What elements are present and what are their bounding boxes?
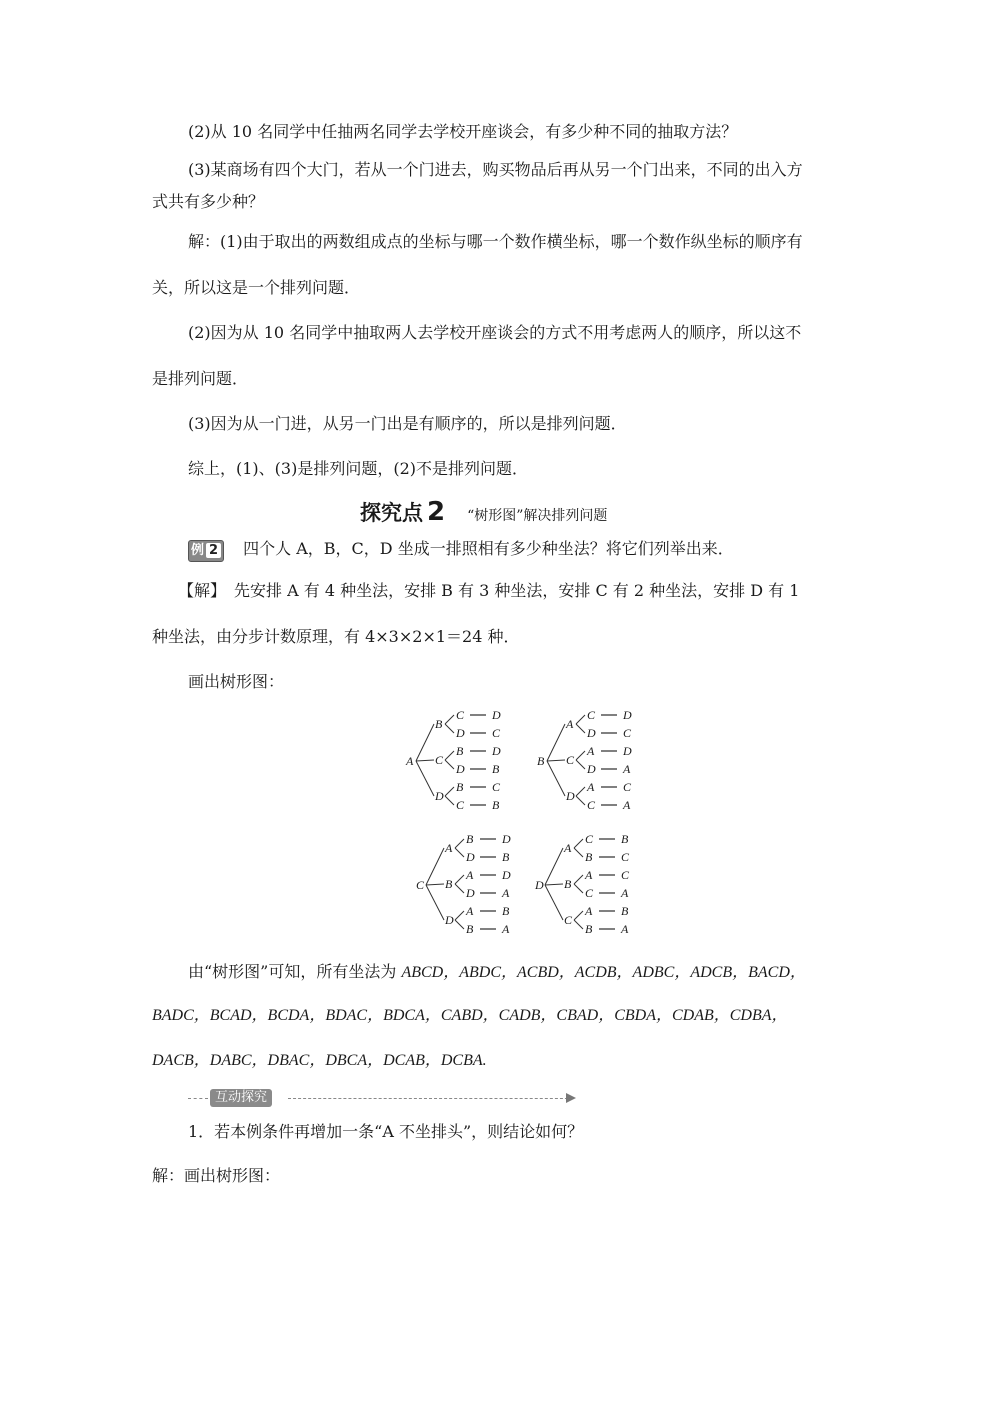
svg-text:B: B [492, 798, 500, 812]
answer-line1: 【解】 先安排 A 有 4 种坐法，安排 B 有 3 种坐法，安排 C 有 2 种坐法，安排 D 有 1 [178, 581, 800, 600]
svg-text:B: B [456, 744, 464, 758]
svg-text:A: A [621, 922, 629, 936]
svg-text:B: B [466, 832, 474, 846]
arrow-icon [566, 1093, 576, 1103]
svg-text:D: D [566, 789, 575, 803]
svg-text:A: A [406, 754, 414, 768]
svg-text:D: D [466, 850, 475, 864]
solution-line3: (2)因为从 10 名同学中抽取两人去学校开座谈会的方式不用考虑两人的顺序，所以这不 [188, 323, 802, 342]
svg-text:D: D [535, 878, 544, 892]
svg-text:B: B [585, 850, 593, 864]
svg-text:C: C [566, 753, 575, 767]
svg-text:D: D [502, 868, 511, 882]
svg-text:D: D [466, 886, 475, 900]
svg-text:D: D [492, 744, 501, 758]
interactive-question-1: 1．若本例条件再增加一条“A 不坐排头”，则结论如何？ [188, 1122, 584, 1141]
tree-diagram-c [414, 830, 534, 944]
svg-text:D: D [456, 726, 465, 740]
svg-text:B: B [466, 922, 474, 936]
solution-line2: 关，所以这是一个排列问题． [152, 278, 361, 297]
svg-text:D: D [587, 726, 596, 740]
svg-text:A: A [502, 922, 510, 936]
svg-text:B: B [564, 877, 572, 891]
example-2 [188, 539, 734, 562]
svg-text:D: D [435, 789, 444, 803]
question-3-line2: 式共有多少种？ [152, 192, 265, 211]
question-2: (2)从 10 名同学中任抽两名同学去学校开座谈会，有多少种不同的抽取方法？ [188, 122, 738, 141]
svg-text:B: B [445, 877, 453, 891]
section-number: 2 [427, 497, 446, 527]
example-badge: 例 2 [188, 540, 224, 562]
svg-text:B: B [621, 832, 629, 846]
section-subtitle: “树形图”解决排列问题 [467, 508, 608, 524]
svg-text:B: B [502, 904, 510, 918]
svg-text:B: B [621, 904, 629, 918]
svg-text:A: A [445, 841, 453, 855]
svg-text:C: C [623, 780, 632, 794]
svg-text:A: A [587, 744, 595, 758]
svg-text:A: A [623, 798, 631, 812]
conclusion-line3: DACB，DABC，DBAC，DBCA，DCAB，DCBA. [152, 1052, 487, 1069]
interactive-tag: 互动探究 [210, 1089, 272, 1107]
solution-line4: 是排列问题． [152, 369, 249, 388]
svg-text:A: A [466, 904, 474, 918]
svg-text:B: B [537, 754, 545, 768]
svg-text:B: B [502, 850, 510, 864]
conclusion-line2: BADC，BCAD，BCDA，BDAC，BDCA，CABD，CADB，CBAD，CBDA，CDAB，CDBA， [152, 1007, 788, 1024]
section-heading [360, 497, 607, 527]
tree-diagram-d [533, 830, 653, 944]
svg-text:D: D [445, 913, 454, 927]
svg-text:A: A [566, 717, 574, 731]
svg-text:C: C [492, 780, 501, 794]
svg-text:A: A [623, 762, 631, 776]
svg-text:D: D [492, 708, 501, 722]
interactive-explore-bar [188, 1089, 588, 1107]
svg-text:C: C [585, 886, 594, 900]
svg-text:A: A [587, 780, 595, 794]
svg-text:C: C [416, 878, 425, 892]
solution-line5: (3)因为从一门进，从另一门出是有顺序的，所以是排列问题． [188, 414, 627, 433]
section-title: 探究点 [360, 501, 423, 525]
svg-text:C: C [492, 726, 501, 740]
solution-line1: 解：(1)由于取出的两数组成点的坐标与哪一个数作横坐标，哪一个数作纵坐标的顺序有 [188, 232, 803, 251]
svg-text:C: C [621, 868, 630, 882]
svg-text:B: B [492, 762, 500, 776]
svg-text:A: A [585, 904, 593, 918]
svg-text:C: C [585, 832, 594, 846]
tree-diagram-a [404, 706, 524, 820]
svg-text:D: D [587, 762, 596, 776]
svg-text:D: D [456, 762, 465, 776]
svg-text:B: B [585, 922, 593, 936]
svg-text:C: C [623, 726, 632, 740]
svg-text:A: A [502, 886, 510, 900]
solution-line6: 综上，(1)、(3)是排列问题，(2)不是排列问题． [188, 459, 528, 478]
svg-text:A: A [466, 868, 474, 882]
conclusion-line1: 由“树形图”可知，所有坐法为 ABCD，ABDC，ACBD，ACDB，ADBC，ADCB，BACD， [188, 962, 806, 981]
svg-text:D: D [623, 708, 632, 722]
svg-text:C: C [456, 708, 465, 722]
svg-text:A: A [564, 841, 572, 855]
svg-text:D: D [623, 744, 632, 758]
svg-text:D: D [502, 832, 511, 846]
question-3-line1: (3)某商场有四个大门，若从一个门进去，购买物品后再从另一个门出来，不同的出入方 [188, 160, 803, 179]
svg-text:C: C [587, 798, 596, 812]
svg-text:C: C [587, 708, 596, 722]
svg-text:A: A [585, 868, 593, 882]
draw-tree-label: 画出树形图： [188, 672, 285, 691]
interactive-answer-start: 解：画出树形图： [152, 1166, 281, 1185]
svg-text:C: C [564, 913, 573, 927]
svg-text:C: C [621, 850, 630, 864]
svg-text:C: C [456, 798, 465, 812]
tree-diagram-b [535, 706, 655, 820]
svg-text:C: C [435, 753, 444, 767]
svg-text:B: B [456, 780, 464, 794]
example-text: 四个人 A，B，C，D 坐成一排照相有多少种坐法？将它们列举出来． [243, 539, 734, 558]
answer-line2: 种坐法，由分步计数原理，有 4×3×2×1＝24 种． [152, 627, 520, 646]
svg-text:A: A [621, 886, 629, 900]
svg-text:B: B [435, 717, 443, 731]
